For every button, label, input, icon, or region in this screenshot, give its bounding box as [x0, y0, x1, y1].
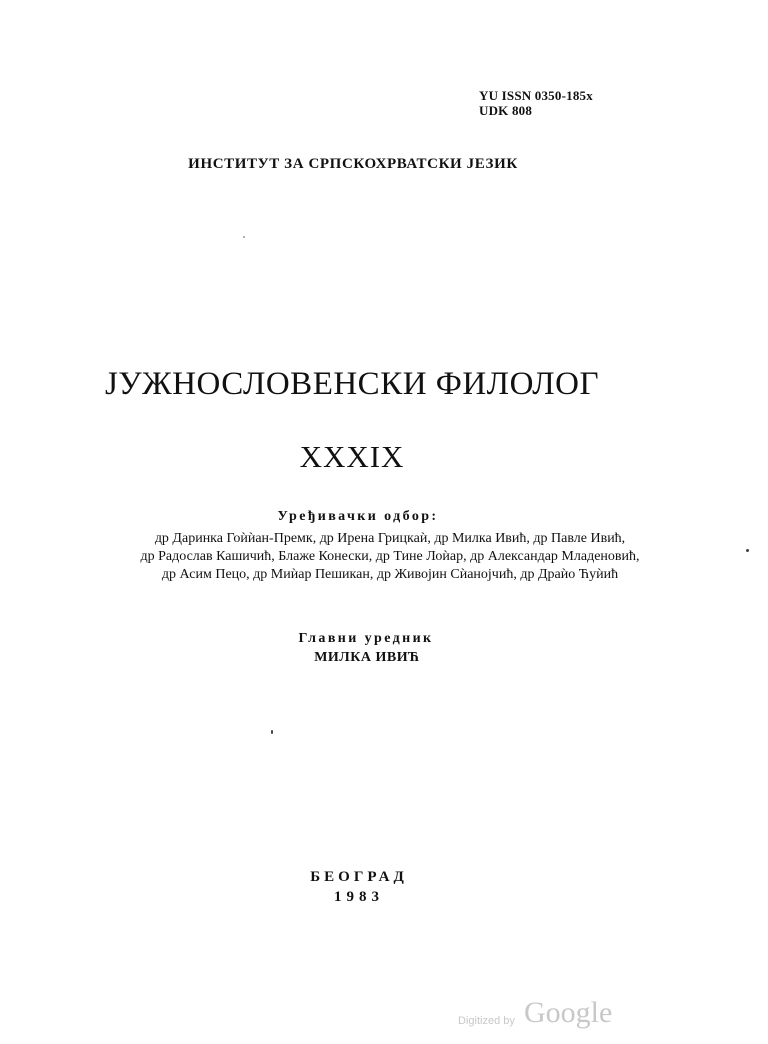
issn-block [479, 88, 593, 118]
board-members-line: др Асим Пецо, др Миѝар Пешикан, др Живојин Сѝанојчић, др Драѝо Ћуѝић [161, 567, 619, 582]
editorial-board-label: Уређивачки одбор: [277, 509, 439, 524]
board-members-line: др Радослав Кашичић, Блаже Конески, др Тине Лоѝар, др Александар Младеновић, [140, 549, 640, 564]
chief-editor-label: Главни уредник [298, 631, 434, 646]
chief-editor-name: МИЛКА ИВИЋ [314, 650, 420, 665]
digitized-by-google-watermark [458, 996, 638, 1044]
institute-name: ИНСТИТУТ ЗА СРПСКОХРВАТСКИ ЈЕЗИК [188, 156, 518, 172]
volume-number: XXXIX [299, 439, 405, 474]
watermark-prefix: Digitized by [458, 1015, 515, 1027]
udk-number: UDK 808 [479, 103, 533, 118]
board-members-line: др Даринка Гоѝѝан-Премк, др Ирена Грицкаѝ, др Милка Ивић, др Павле Ивић, [154, 531, 626, 546]
scan-speck [746, 549, 749, 552]
editorial-board-members [60, 530, 720, 584]
issn-number: YU ISSN 0350-185x [479, 88, 593, 103]
scan-speck [271, 730, 273, 734]
publication-city: БЕОГРАД [310, 869, 408, 885]
google-logo: Google [524, 996, 613, 1029]
publication-year: 1983 [334, 889, 384, 905]
scan-speck [243, 236, 245, 238]
journal-title: ЈУЖНОСЛОВЕНСКИ ФИЛОЛОГ [104, 366, 600, 402]
